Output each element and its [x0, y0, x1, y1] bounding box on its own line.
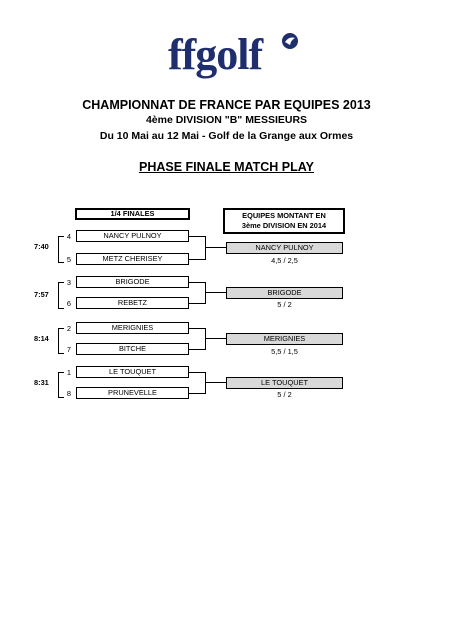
match-score: 5,5 / 1,5	[271, 347, 298, 356]
connector	[205, 372, 206, 394]
match-score: 4,5 / 2,5	[271, 256, 298, 265]
promoted-header	[223, 208, 345, 234]
ffgolf-logo	[168, 28, 300, 82]
match-time: 8:14	[34, 334, 49, 343]
bird-mark-icon	[280, 32, 300, 50]
championship-title: CHAMPIONNAT DE FRANCE PAR EQUIPES 2013	[82, 98, 371, 112]
seed-a: 3	[66, 278, 71, 287]
promoted-header-line2: 3ème DIVISION EN 2014	[241, 221, 327, 230]
connector	[189, 236, 205, 237]
connector	[189, 282, 205, 283]
winner-box: BRIGODE	[226, 287, 343, 299]
connector	[189, 328, 205, 329]
round-header: 1/4 FINALES	[75, 208, 190, 220]
connector	[189, 372, 205, 373]
logo-text: ffgolf	[168, 30, 263, 79]
seed-b: 6	[66, 299, 71, 308]
connector	[205, 292, 226, 293]
winner-box: NANCY PULNOY	[226, 242, 343, 254]
connector	[205, 282, 206, 304]
winner-box: LE TOUQUET	[226, 377, 343, 389]
team-b: METZ CHERISEY	[76, 253, 189, 265]
seed-b: 5	[66, 255, 71, 264]
winner-box: MERIGNIES	[226, 333, 343, 345]
promoted-header-line1: EQUIPES MONTANT EN	[242, 211, 326, 220]
connector	[205, 247, 226, 248]
phase-title: PHASE FINALE MATCH PLAY	[138, 160, 314, 174]
team-b: BITCHE	[76, 343, 189, 355]
seed-a: 4	[66, 232, 71, 241]
connector	[205, 236, 206, 260]
team-a: BRIGODE	[76, 276, 189, 288]
match-time: 8:31	[34, 378, 49, 387]
division-title: 4ème DIVISION "B" MESSIEURS	[145, 114, 308, 126]
connector	[205, 338, 226, 339]
team-b: PRUNEVELLE	[76, 387, 189, 399]
connector	[205, 382, 226, 383]
dates-venue: Du 10 Mai au 12 Mai - Golf de la Grange aux Ormes	[99, 130, 354, 142]
match-score: 5 / 2	[277, 390, 292, 399]
connector	[205, 328, 206, 350]
connector	[189, 303, 205, 304]
connector	[189, 393, 205, 394]
connector	[189, 259, 205, 260]
match-score: 5 / 2	[277, 300, 292, 309]
team-a: NANCY PULNOY	[76, 230, 189, 242]
team-a: LE TOUQUET	[76, 366, 189, 378]
connector	[189, 349, 205, 350]
team-b: REBETZ	[76, 297, 189, 309]
match-time: 7:40	[34, 242, 49, 251]
seed-a: 1	[66, 368, 71, 377]
seed-b: 8	[66, 389, 71, 398]
team-a: MERIGNIES	[76, 322, 189, 334]
seed-b: 7	[66, 345, 71, 354]
seed-a: 2	[66, 324, 71, 333]
match-time: 7:57	[34, 290, 49, 299]
